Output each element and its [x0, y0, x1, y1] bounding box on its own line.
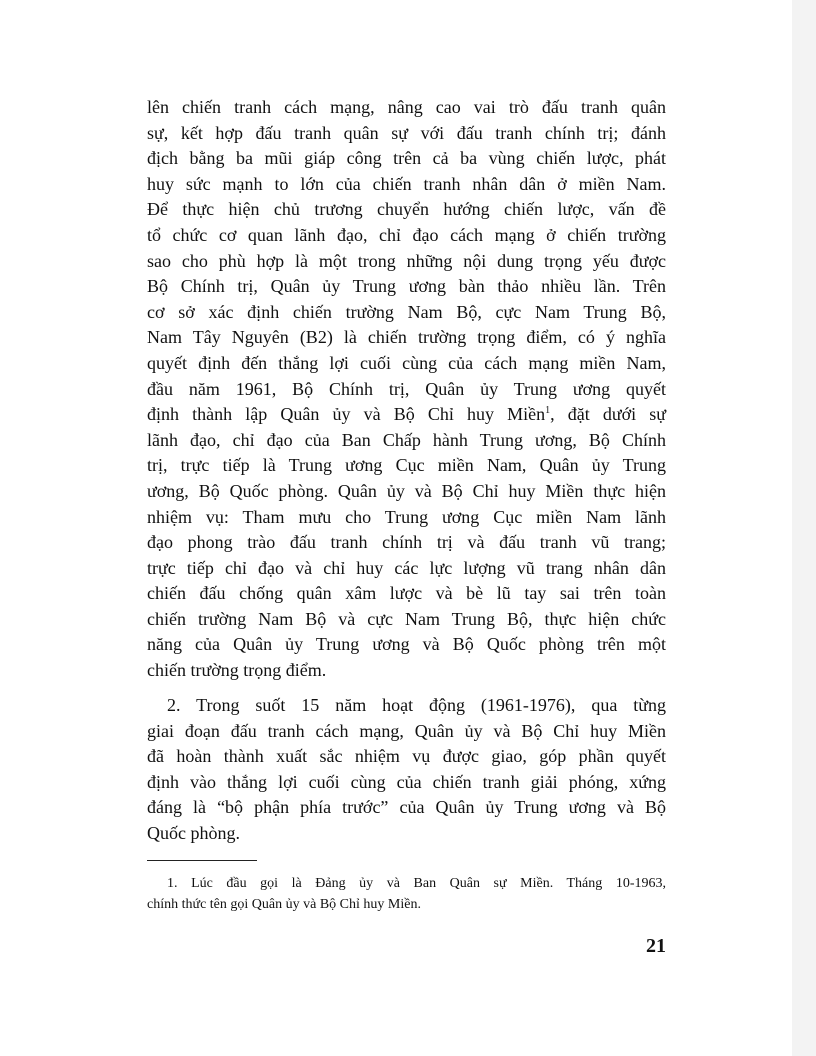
paragraph-2 [147, 693, 666, 847]
text-line: 2. Trong suốt 15 năm hoạt động (1961-1976), qua từng [167, 695, 666, 715]
text-run: , đặt dưới sự [550, 404, 666, 425]
text-line: Bộ Chính trị, Quân ủy Trung ương bàn thảo nhiều lần. Trên [147, 276, 666, 297]
footnote-reference: 1 [545, 405, 551, 417]
text-line: trị, trực tiếp là Trung ương Cục miền Nam, Quân ủy Trung [147, 455, 666, 476]
text-line: Quốc phòng. [147, 822, 240, 843]
text-line: địch bằng ba mũi giáp công trên cả ba vùng chiến lược, phát [147, 148, 666, 169]
text-line: đạo phong trào đấu tranh chính trị và đấu tranh vũ trang; [147, 532, 666, 553]
text-run: định thành lập Quân ủy và Bộ Chỉ huy Miền [147, 404, 546, 425]
text-line: Để thực hiện chủ trương chuyển hướng chiến lược, vấn đề [147, 199, 666, 220]
text-line: sự, kết hợp đấu tranh quân sự với đấu tranh chính trị; đánh [147, 122, 666, 143]
footnote-line: chính thức tên gọi Quân ủy và Bộ Chỉ huy Miền. [147, 897, 421, 912]
text-line: Nam Tây Nguyên (B2) là chiến trường trọng điểm, có ý nghĩa [147, 327, 666, 348]
text-line: chiến trường Nam Bộ và cực Nam Trung Bộ, thực hiện chức [147, 608, 666, 629]
text-line: đáng là “bộ phận phía trước” của Quân ủy Trung ương và Bộ [147, 797, 666, 818]
text-line: sao cho phù hợp là một trong những nội dung trọng yếu được [147, 250, 666, 271]
footnote-line: 1. Lúc đầu gọi là Đảng ủy và Ban Quân sự Miền. Tháng 10-1963, [167, 876, 666, 891]
text-line: ương, Bộ Quốc phòng. Quân ủy và Bộ Chỉ huy Miền thực hiện [147, 480, 666, 501]
text-line: nhiệm vụ: Tham mưu cho Trung ương Cục miền Nam lãnh [147, 506, 666, 527]
text-line: tổ chức cơ quan lãnh đạo, chỉ đạo cách mạng ở chiến trường [147, 224, 666, 245]
text-line: cơ sở xác định chiến trường Nam Bộ, cực Nam Trung Bộ, [147, 301, 666, 322]
text-line: quyết định đến thắng lợi cuối cùng của cách mạng miền Nam, [147, 352, 666, 373]
text-line: trực tiếp chỉ đạo và chỉ huy các lực lượng vũ trang nhân dân [147, 557, 666, 578]
text-line: giai đoạn đấu tranh cách mạng, Quân ủy và Bộ Chỉ huy Miền [147, 720, 666, 741]
footnote-divider [147, 860, 257, 861]
footnote [147, 873, 666, 915]
text-line: huy sức mạnh to lớn của chiến tranh nhân dân ở miền Nam. [147, 173, 666, 194]
text-line: năng của Quân ủy Trung ương và Bộ Quốc phòng trên một [147, 634, 666, 655]
page-number: 21 [646, 935, 666, 957]
paragraph-1 [147, 95, 666, 684]
scan-page-edge [792, 0, 816, 1056]
text-line: đã hoàn thành xuất sắc nhiệm vụ được giao, góp phần quyết [147, 746, 666, 767]
text-line [147, 402, 666, 428]
text-line: định vào thắng lợi cuối cùng của chiến tranh giải phóng, xứng [147, 771, 666, 792]
text-line: đầu năm 1961, Bộ Chính trị, Quân ủy Trung ương quyết [147, 378, 666, 399]
text-line: chiến trường trọng điểm. [147, 660, 327, 681]
text-line: chiến đấu chống quân xâm lược và bè lũ tay sai trên toàn [147, 583, 666, 604]
text-line: lãnh đạo, chỉ đạo của Ban Chấp hành Trung ương, Bộ Chính [147, 429, 666, 450]
text-line: lên chiến tranh cách mạng, nâng cao vai trò đấu tranh quân [147, 97, 666, 117]
